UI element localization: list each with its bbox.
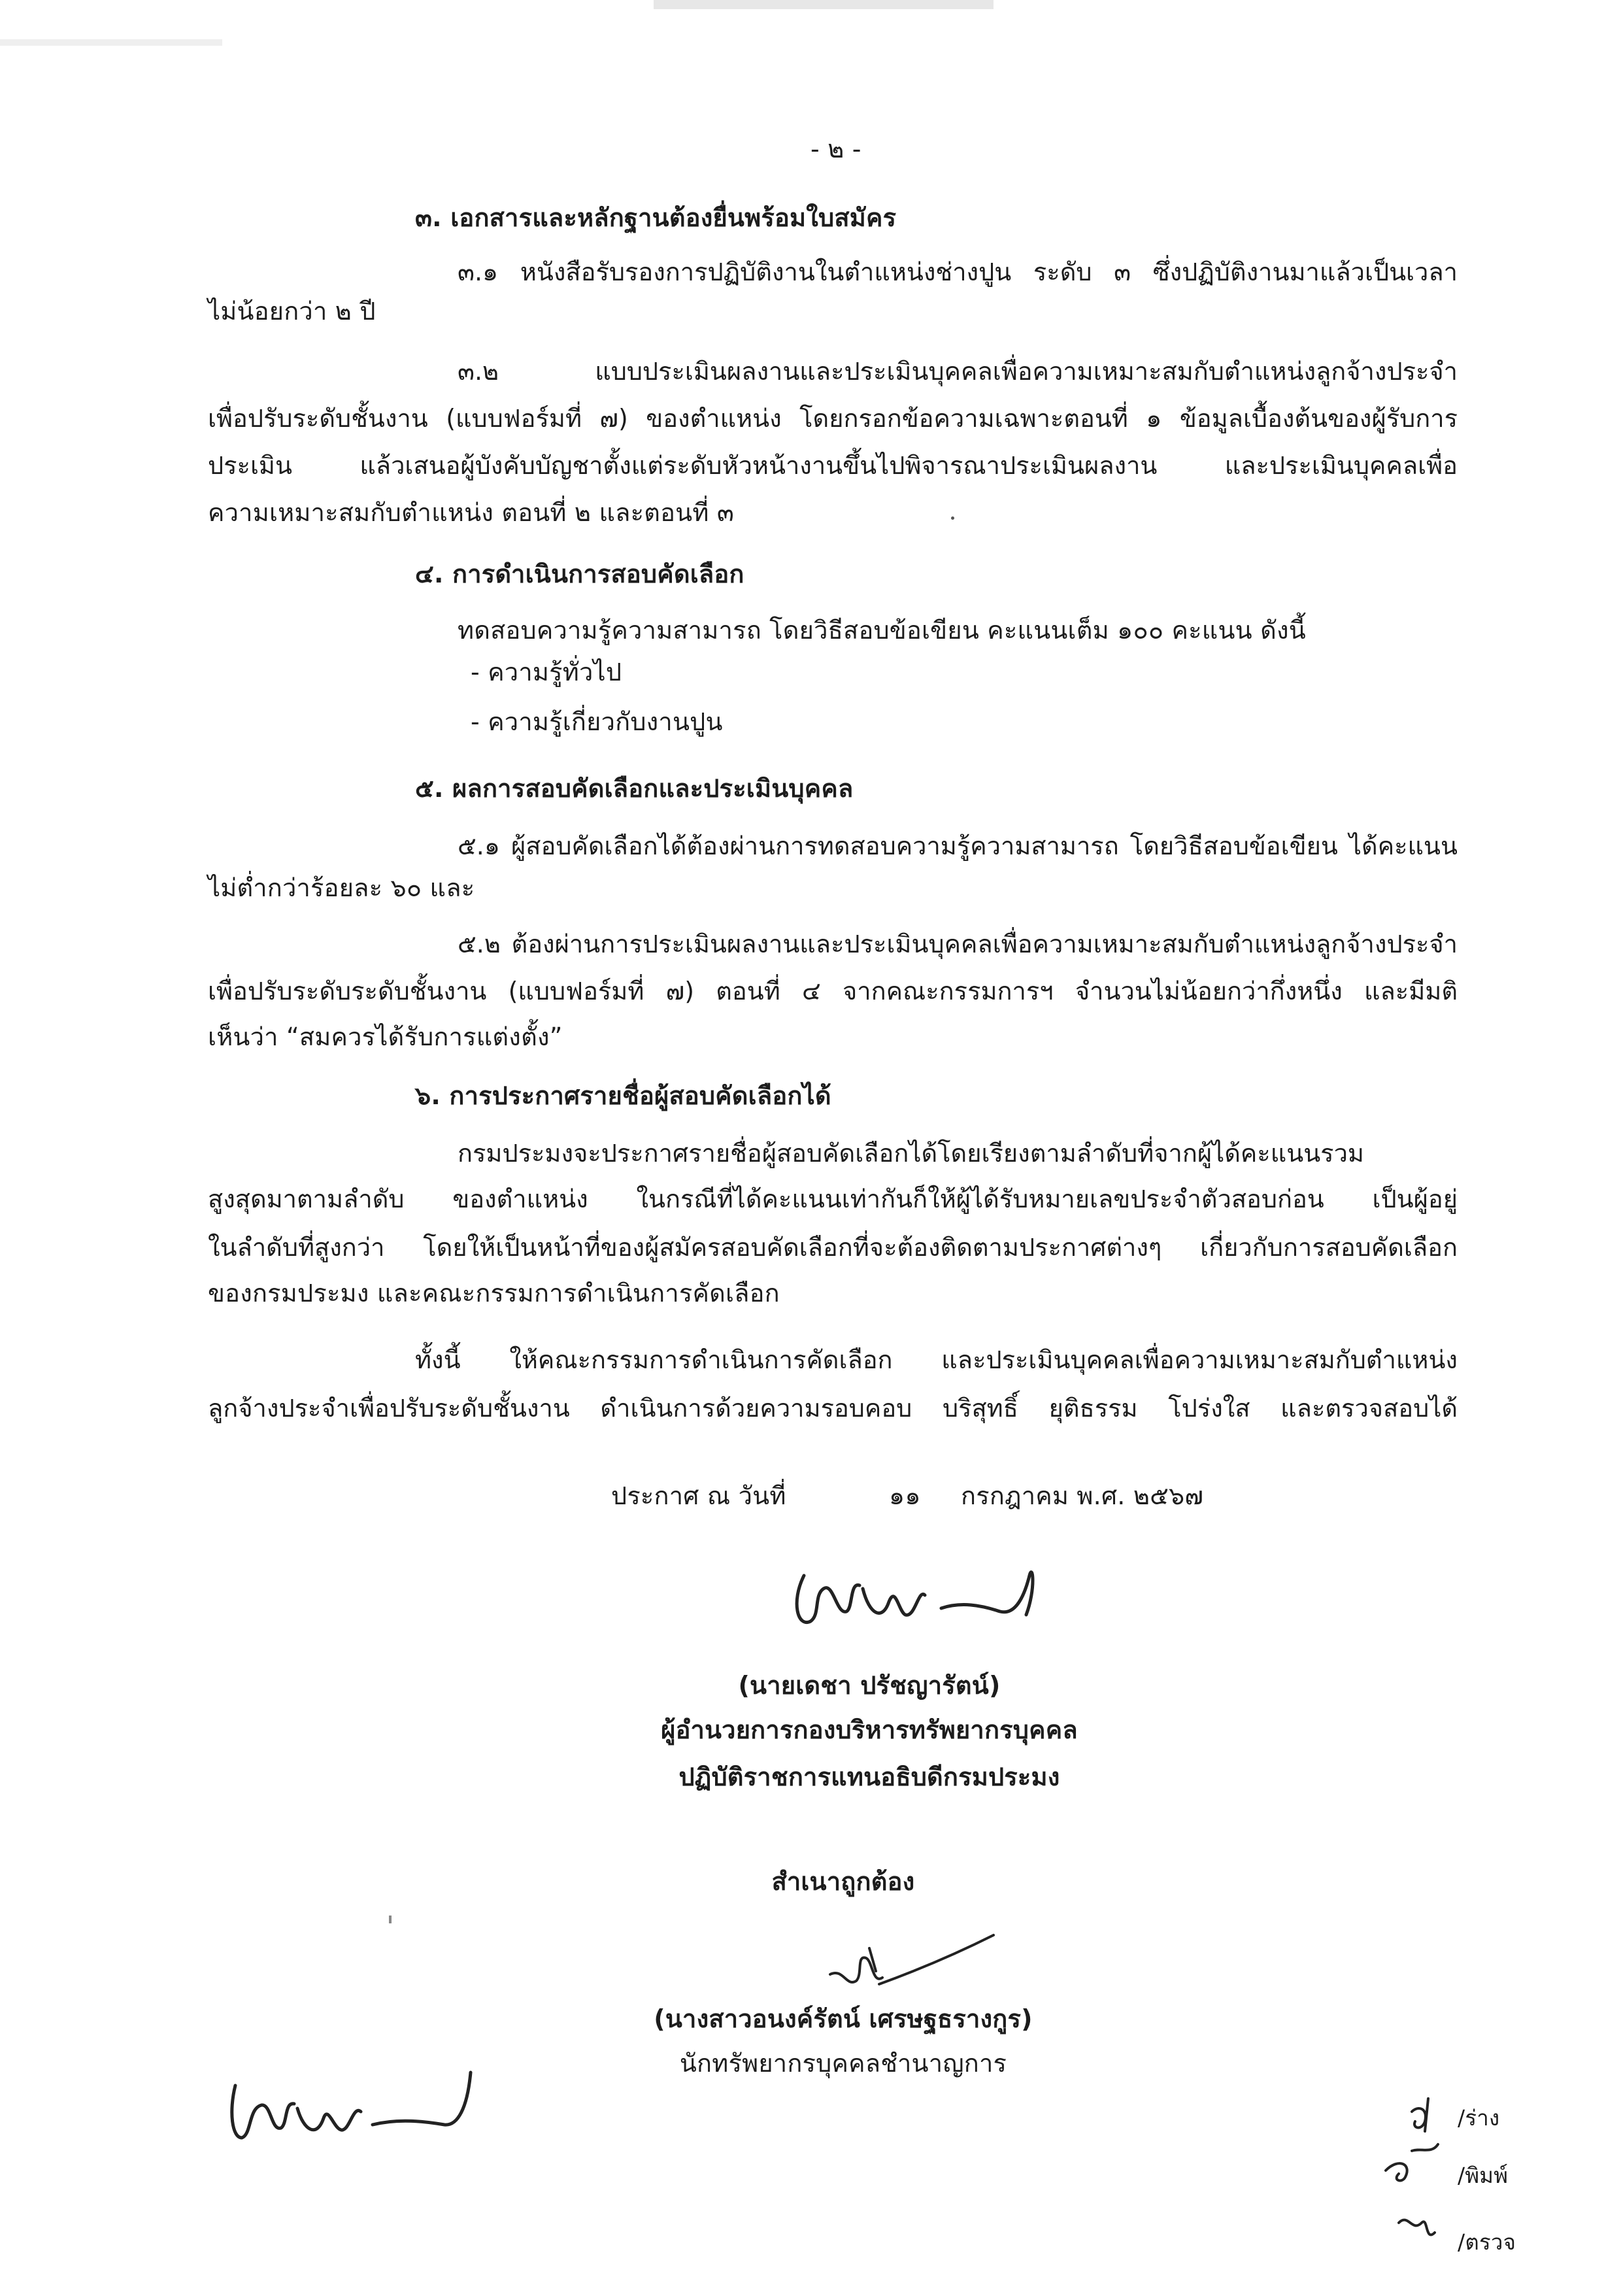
closing-line-1: ทั้งนี้ ให้คณะกรรมการดำเนินการคัดเลือก และประเมินบุคคลเพื่อความเหมาะสมกับตำแหน่ง (415, 1345, 1458, 1374)
section-3-2-line-2: เพื่อปรับระดับชั้นงาน (แบบฟอร์มที่ ๗) ของตำแหน่ง โดยกรอกข้อความเฉพาะตอนที่ ๑ ข้อมูลเบื้องต้นของผู้รับการ (208, 404, 1458, 433)
section-3-2-line-3: ประเมิน แล้วเสนอผู้บังคับบัญชาตั้งแต่ระดับหัวหน้างานขึ้นไปพิจารณาประเมินผลงาน และประเมินบุคคลเพื่อ (208, 451, 1458, 480)
section-3-2-line-1: ๓.๒ แบบประเมินผลงานและประเมินบุคคลเพื่อความเหมาะสมกับตำแหน่งลูกจ้างประจำ (458, 357, 1458, 386)
section-5-2-line-1: ๕.๒ ต้องผ่านการประเมินผลงานและประเมินบุคคลเพื่อความเหมาะสมกับตำแหน่งลูกจ้างประจำ (458, 930, 1458, 958)
routing-typed: /พิมพ์ (1458, 2163, 1509, 2188)
director-signature (784, 1549, 1059, 1647)
section-5-1-line-1: ๕.๑ ผู้สอบคัดเลือกได้ต้องผ่านการทดสอบความรู้ความสามารถ โดยวิธีสอบข้อเขียน ได้คะแนน (458, 832, 1458, 860)
routing-draft: /ร่าง (1458, 2105, 1500, 2131)
certifier-signature (817, 1929, 1000, 2001)
certified-copy-heading: สำเนาถูกต้อง (771, 1867, 915, 1896)
section-3-2-line-4: ความเหมาะสมกับตำแหน่ง ตอนที่ ๒ และตอนที่ ๓ (208, 498, 735, 527)
section-4-intro: ทดสอบความรู้ความสามารถ โดยวิธีสอบข้อเขียน คะแนนเต็ม ๑๐๐ คะแนน ดังนี้ (458, 616, 1306, 645)
section-4-bullet-2: - ความรู้เกี่ยวกับงานปูน (471, 707, 723, 736)
closing-line-2: ลูกจ้างประจำเพื่อปรับระดับชั้นงาน ดำเนินการด้วยความรอบคอบ บริสุทธิ์ ยุติธรรม โปร่งใส และตรวจสอบได้ (208, 1394, 1458, 1423)
page-number: - ๒ - (811, 135, 861, 163)
announcement-date-day: ๑๑ (889, 1481, 921, 1510)
section-6-para-line-2: สูงสุดมาตามลำดับ ของตำแหน่ง ในกรณีที่ได้คะแนนเท่ากันก็ให้ผู้ได้รับหมายเลขประจำตัวสอบก่อน เป็นผู้อยู่ (208, 1185, 1458, 1213)
scan-dot (951, 516, 954, 520)
signatory-name: (นายเดชา ปรัชญารัตน์) (738, 1671, 1001, 1700)
section-4-heading: ๔. การดำเนินการสอบคัดเลือก (415, 560, 744, 588)
section-6-para-line-1: กรมประมงจะประกาศรายชื่อผู้สอบคัดเลือกได้โดยเรียงตามลำดับที่จากผู้ได้คะแนนรวม (458, 1139, 1364, 1168)
routing-initials (1373, 2092, 1458, 2262)
signatory-title-2: ปฏิบัติราชการแทนอธิบดีกรมประมง (678, 1763, 1060, 1791)
section-3-heading: ๓. เอกสารและหลักฐานต้องยื่นพร้อมใบสมัคร (415, 203, 897, 232)
scan-artifact (654, 0, 994, 9)
announcement-date-month-year: กรกฎาคม พ.ศ. ๒๕๖๗ (961, 1481, 1204, 1510)
signatory-title-1: ผู้อำนวยการกองบริหารทรัพยากรบุคคล (661, 1715, 1078, 1744)
section-3-1-line-2: ไม่น้อยกว่า ๒ ปี (208, 297, 376, 326)
announcement-date-prefix: ประกาศ ณ วันที่ (611, 1481, 786, 1510)
section-5-2-line-2: เพื่อปรับระดับระดับชั้นงาน (แบบฟอร์มที่ ๗) ตอนที่ ๔ จากคณะกรรมการฯ จำนวนไม่น้อยกว่ากึ่งหนึ่ง และมีมติ (208, 977, 1458, 1005)
certifier-name: (นางสาวอนงค์รัตน์ เศรษฐธรางกูร) (654, 2004, 1033, 2033)
section-5-heading: ๕. ผลการสอบคัดเลือกและประเมินบุคคล (415, 774, 854, 803)
scan-dot (389, 1916, 392, 1923)
section-4-bullet-1: - ความรู้ทั่วไป (471, 658, 622, 686)
section-6-para-line-4: ของกรมประมง และคณะกรรมการดำเนินการคัดเลือก (208, 1279, 780, 1308)
section-6-heading: ๖. การประกาศรายชื่อผู้สอบคัดเลือกได้ (415, 1081, 831, 1110)
initials-signature (216, 2046, 490, 2151)
section-6-para-line-3: ในลำดับที่สูงกว่า โดยให้เป็นหน้าที่ของผู้สมัครสอบคัดเลือกที่จะต้องติดตามประกาศต่างๆ เกี่ยวกับการสอบคัดเลือก (208, 1233, 1458, 1262)
certifier-title: นักทรัพยากรบุคคลชำนาญการ (679, 2049, 1007, 2078)
section-5-2-line-3: เห็นว่า “สมควรได้รับการแต่งตั้ง” (208, 1022, 563, 1051)
scan-artifact (0, 39, 222, 46)
section-3-1-line-1: ๓.๑ หนังสือรับรองการปฏิบัติงานในตำแหน่งช่างปูน ระดับ ๓ ซึ่งปฏิบัติงานมาแล้วเป็นเวลา (458, 258, 1458, 286)
section-5-1-line-2: ไม่ต่ำกว่าร้อยละ ๖๐ และ (208, 873, 475, 902)
routing-checked: /ตรวจ (1458, 2229, 1516, 2255)
